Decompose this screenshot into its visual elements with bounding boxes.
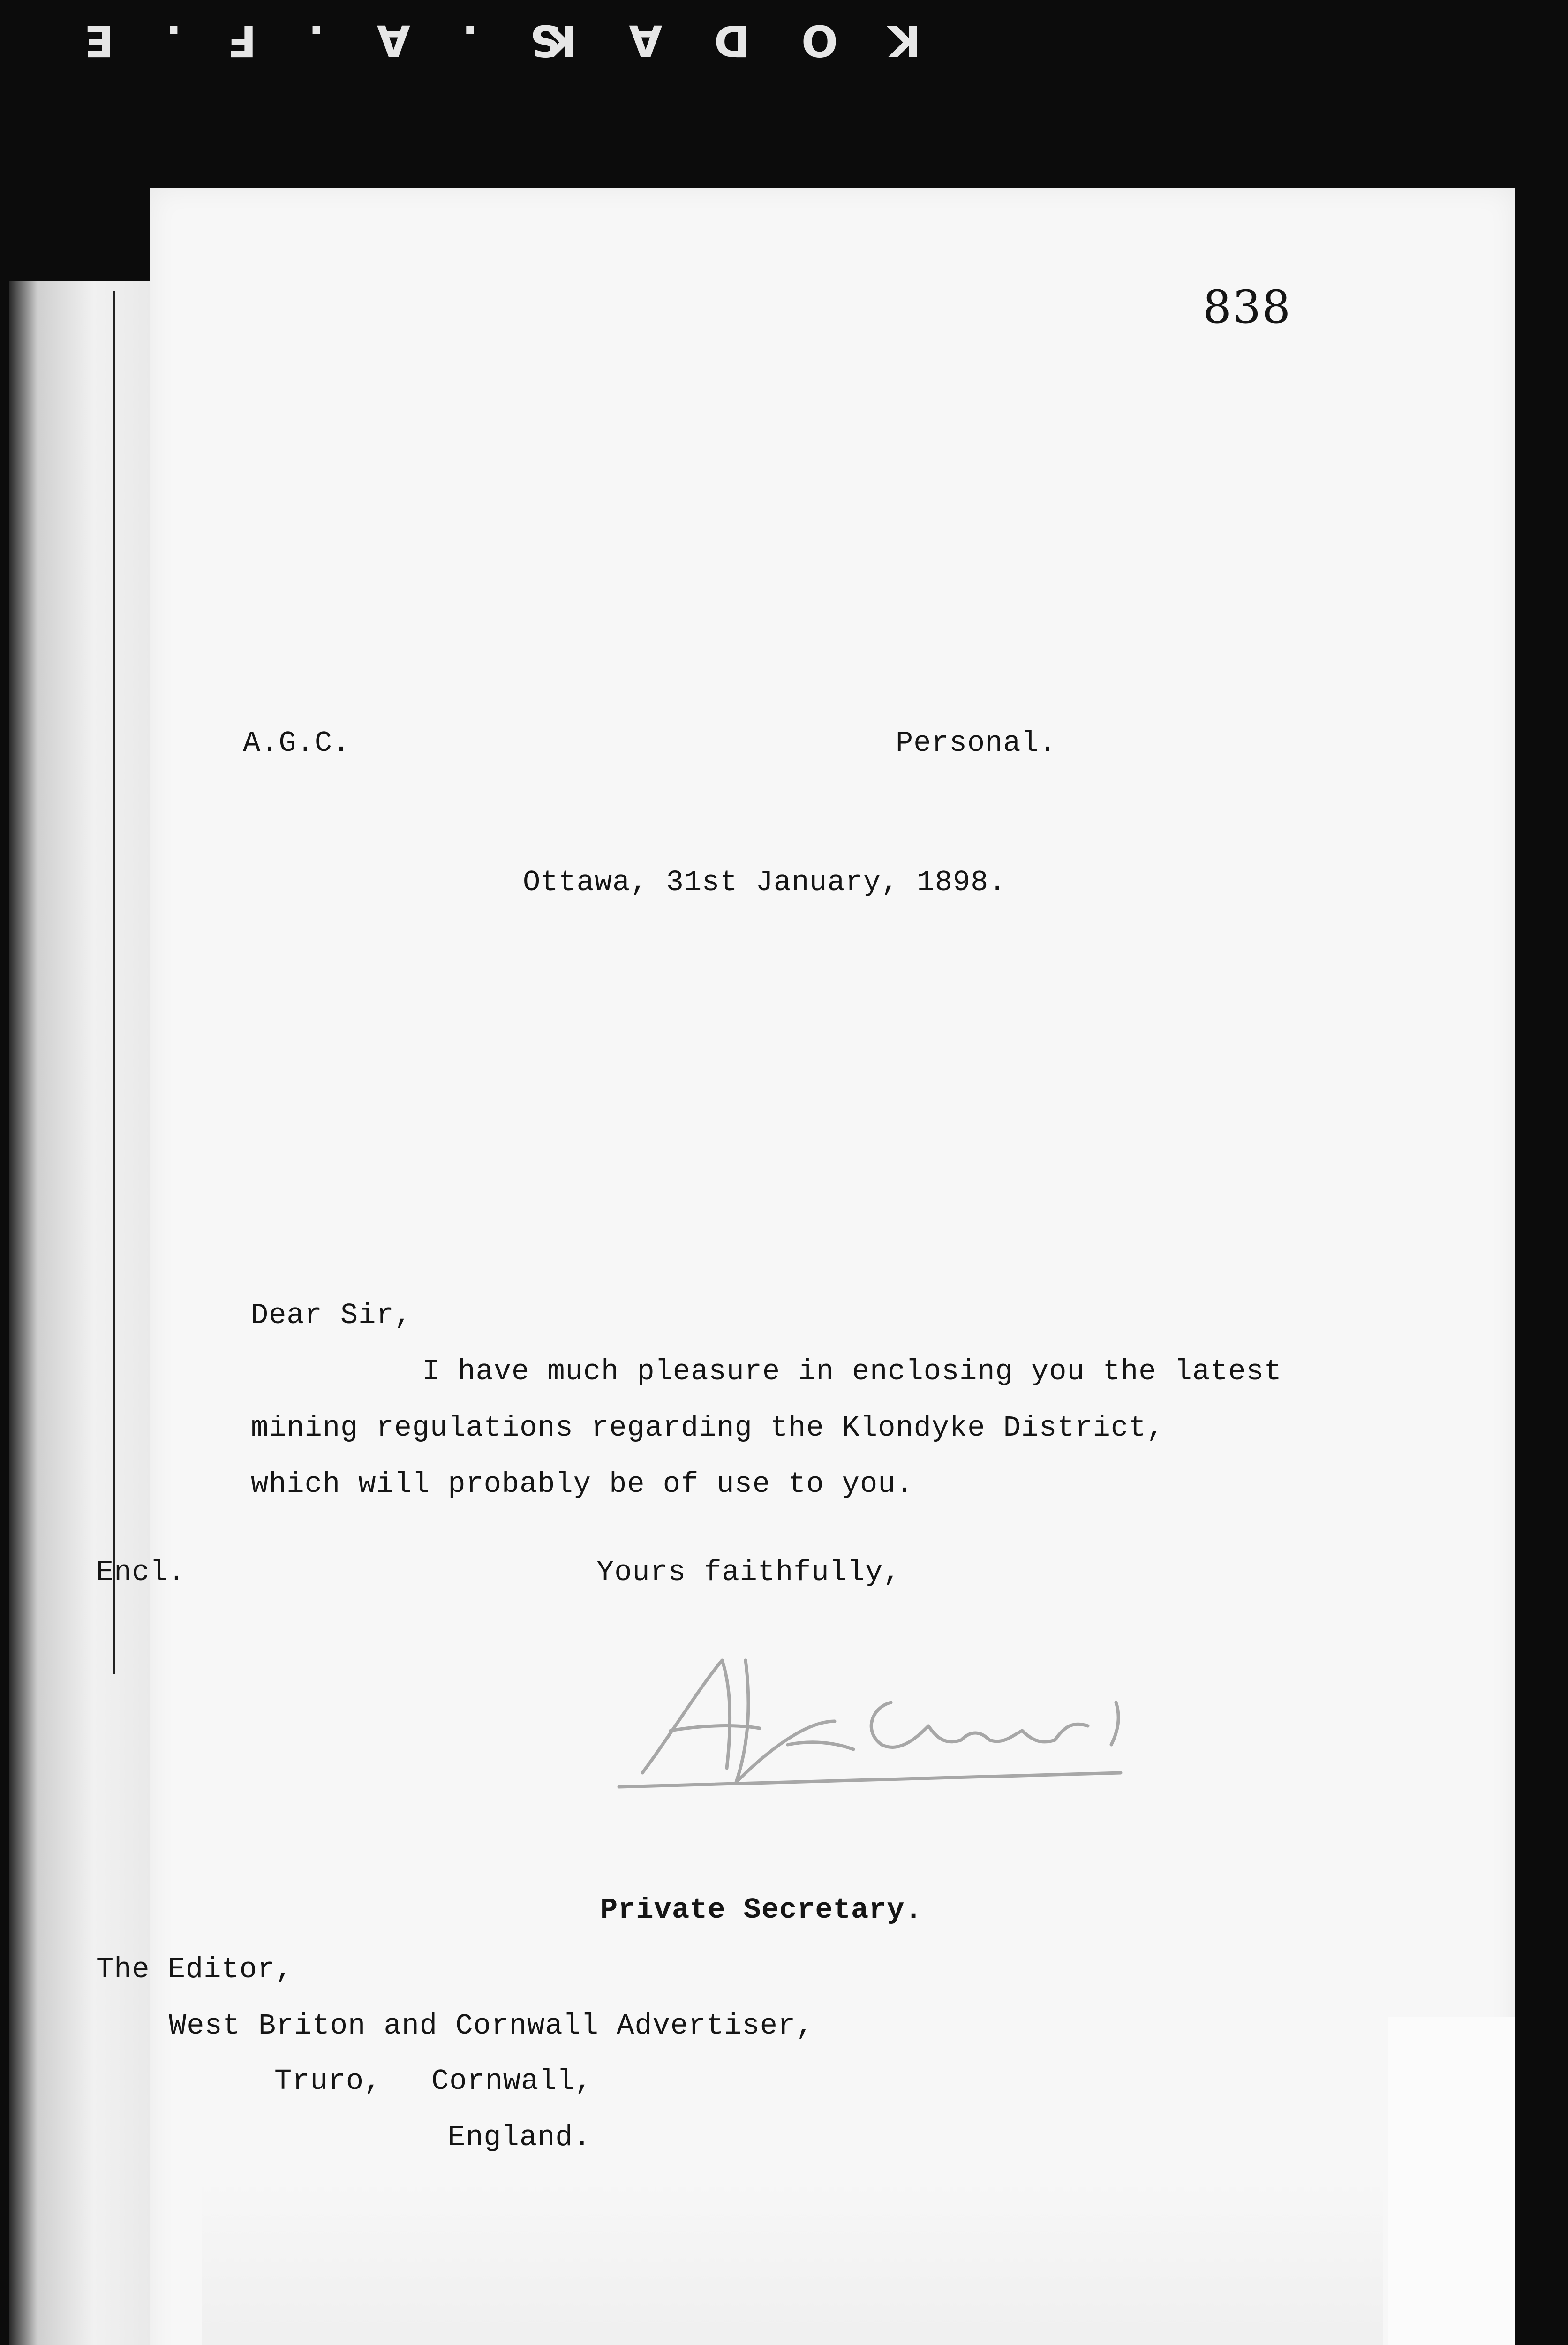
recipient-line: West Briton and Cornwall Advertiser, <box>169 2009 814 2042</box>
handwritten-signature <box>591 1632 1153 1801</box>
film-edge-marking-kodak: KODAK <box>492 15 921 66</box>
body-line: I have much pleasure in enclosing you the latest <box>422 1355 1282 1388</box>
salutation: Dear Sir, <box>251 1299 412 1332</box>
recipient-line: The Editor, <box>96 1953 294 1986</box>
signer-title: Private Secretary. <box>600 1893 923 1927</box>
body-line: which will probably be of use to you. <box>251 1468 914 1501</box>
complimentary-close: Yours faithfully, <box>596 1556 901 1589</box>
enclosure-note: Encl. <box>96 1556 186 1589</box>
page-number: 838 <box>1203 281 1292 333</box>
recipient-country: England. <box>448 2121 591 2154</box>
body-line: mining regulations regarding the Klondyke District, <box>251 1411 1165 1445</box>
paper-shading <box>202 2181 1383 2345</box>
underlying-page-edge <box>9 281 150 2345</box>
recipient-city: Truro, <box>274 2065 382 2098</box>
reference-initials: A.G.C. <box>243 726 351 760</box>
page-fold-line <box>113 291 115 1674</box>
date-line: Ottawa, 31st January, 1898. <box>523 866 1007 899</box>
paper-right-edge <box>1388 2017 1515 2345</box>
recipient-county: Cornwall, <box>431 2065 593 2098</box>
film-edge-marking-safe: S.A.F.E <box>33 15 561 66</box>
confidentiality-marking: Personal. <box>896 726 1057 760</box>
